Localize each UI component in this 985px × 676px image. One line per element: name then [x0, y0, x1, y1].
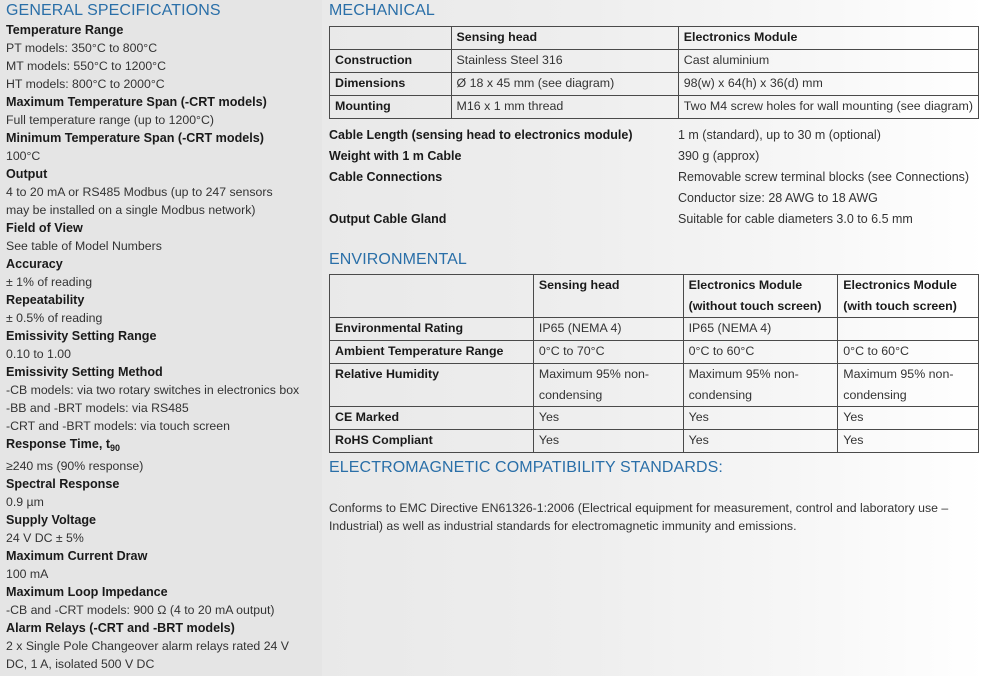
spec-value: 4 to 20 mA or RS485 Modbus (up to 247 sensors — [6, 185, 273, 199]
table-row — [330, 407, 979, 430]
spec-value: PT models: 350°C to 800°C — [6, 41, 158, 55]
table-cell: Maximum 95% non-condensing — [838, 364, 979, 407]
spec-title-text: Alarm Relays (-CRT and -BRT models) — [6, 621, 235, 635]
row-label: CE Marked — [330, 407, 534, 430]
spec-title — [6, 619, 320, 637]
spec-value: 0.9 µm — [6, 495, 44, 509]
mechanical-header-row — [330, 27, 979, 50]
table-row — [330, 341, 979, 364]
spec-title-text: Maximum Current Draw — [6, 549, 148, 563]
spec-title — [6, 21, 320, 39]
spec-title — [6, 291, 320, 309]
environmental-col-header: Electronics Module (with touch screen) — [838, 275, 979, 318]
spec-value: -BB and -BRT models: via RS485 — [6, 401, 189, 415]
general-specifications-heading: GENERAL SPECIFICATIONS — [6, 2, 221, 19]
output-cable-gland-value: Suitable for cable diameters 3.0 to 6.5 mm — [678, 212, 913, 226]
table-cell: Yes — [838, 430, 979, 453]
table-cell — [838, 318, 979, 341]
environmental-col-header: Electronics Module (without touch screen) — [683, 275, 838, 318]
spec-title — [6, 327, 320, 345]
table-cell: Yes — [533, 407, 683, 430]
spec-title — [6, 363, 320, 381]
spec-value: -CB and -CRT models: 900 Ω (4 to 20 mA output) — [6, 603, 275, 617]
table-cell: 0°C to 60°C — [838, 341, 979, 364]
mechanical-col-header: Sensing head — [451, 27, 678, 50]
table-cell: 98(w) x 64(h) x 36(d) mm — [678, 73, 978, 96]
spec-value: 100 mA — [6, 567, 49, 581]
spec-title-text: Output — [6, 167, 48, 181]
table-cell: Yes — [683, 407, 838, 430]
environmental-table — [329, 274, 979, 453]
spec-value: -CB models: via two rotary switches in electronics box — [6, 383, 300, 397]
emc-statement: Conforms to EMC Directive EN61326-1:2006 (Electrical equipment for measurement, control and laboratory use – Industrial) as well as industrial standards for electromagnetic immunity and emissions. — [329, 501, 949, 533]
spec-value: MT models: 550°C to 1200°C — [6, 59, 166, 73]
spec-title-text: Minimum Temperature Span (-CRT models) — [6, 131, 264, 145]
environmental-heading: ENVIRONMENTAL — [329, 251, 467, 268]
table-row — [330, 73, 979, 96]
spec-value: ≥240 ms (90% response) — [6, 459, 144, 473]
spec-title-text: Response Time, t — [6, 437, 111, 451]
spec-value: 100°C — [6, 149, 41, 163]
spec-value: ± 0.5% of reading — [6, 311, 103, 325]
spec-value: 0.10 to 1.00 — [6, 347, 71, 361]
spec-value: DC, 1 A, isolated 500 V DC — [6, 657, 155, 671]
table-cell: Maximum 95% non-condensing — [533, 364, 683, 407]
spec-value: Full temperature range (up to 1200°C) — [6, 113, 214, 127]
row-label: Dimensions — [330, 73, 452, 96]
environmental-col-header: Sensing head — [533, 275, 683, 318]
table-cell: Yes — [683, 430, 838, 453]
spec-title — [6, 93, 320, 111]
emc-heading: ELECTROMAGNETIC COMPATIBILITY STANDARDS: — [329, 459, 723, 476]
table-cell: M16 x 1 mm thread — [451, 96, 678, 119]
table-cell: Cast aluminium — [678, 50, 978, 73]
mechanical-col-header: Electronics Module — [678, 27, 978, 50]
table-cell: Yes — [838, 407, 979, 430]
spec-value: may be installed on a single Modbus network) — [6, 203, 256, 217]
row-label: Construction — [330, 50, 452, 73]
conductor-size-value: Conductor size: 28 AWG to 18 AWG — [678, 191, 878, 205]
mechanical-table — [329, 26, 979, 119]
spec-value: 2 x Single Pole Changeover alarm relays rated 24 V — [6, 639, 289, 653]
cable-length-label: Cable Length (sensing head to electronics module) — [329, 128, 633, 142]
table-row — [330, 430, 979, 453]
table-row — [330, 50, 979, 73]
spec-title — [6, 165, 320, 183]
table-row — [330, 364, 979, 407]
spec-title-text: Field of View — [6, 221, 83, 235]
spec-title-text: Emissivity Setting Method — [6, 365, 163, 379]
mechanical-col-header — [330, 27, 452, 50]
table-cell: Yes — [533, 430, 683, 453]
table-cell: Ø 18 x 45 mm (see diagram) — [451, 73, 678, 96]
general-specifications — [6, 2, 320, 673]
spec-title-text: Accuracy — [6, 257, 63, 271]
spec-title-text: Repeatability — [6, 293, 85, 307]
spec-title — [6, 511, 320, 529]
spec-title — [6, 547, 320, 565]
table-cell: Two M4 screw holes for wall mounting (see diagram) — [678, 96, 978, 119]
row-label: Environmental Rating — [330, 318, 534, 341]
row-label: Relative Humidity — [330, 364, 534, 407]
table-row — [330, 318, 979, 341]
cable-connections-value: Removable screw terminal blocks (see Connections) — [678, 170, 970, 184]
spec-title — [6, 475, 320, 493]
spec-title-text: Spectral Response — [6, 477, 120, 491]
spec-value: HT models: 800°C to 2000°C — [6, 77, 165, 91]
environmental-header-row — [330, 275, 979, 318]
cable-connections-label: Cable Connections — [329, 170, 443, 184]
table-cell: IP65 (NEMA 4) — [683, 318, 838, 341]
table-row — [330, 96, 979, 119]
table-cell: 0°C to 60°C — [683, 341, 838, 364]
row-label: Ambient Temperature Range — [330, 341, 534, 364]
table-cell: Stainless Steel 316 — [451, 50, 678, 73]
spec-title — [6, 255, 320, 273]
spec-title-subscript: 90 — [110, 443, 121, 453]
spec-value: -CRT and -BRT models: via touch screen — [6, 419, 230, 433]
table-cell: 0°C to 70°C — [533, 341, 683, 364]
row-label: RoHS Compliant — [330, 430, 534, 453]
environmental-col-header — [330, 275, 534, 318]
spec-title-text: Maximum Loop Impedance — [6, 585, 168, 599]
general-spec-list — [6, 21, 320, 673]
spec-title — [6, 129, 320, 147]
output-cable-gland-label: Output Cable Gland — [329, 212, 447, 226]
weight-value: 390 g (approx) — [678, 149, 760, 163]
spec-value: 24 V DC ± 5% — [6, 531, 84, 545]
spec-title — [6, 583, 320, 601]
spec-title-text: Emissivity Setting Range — [6, 329, 157, 343]
spec-title-text: Temperature Range — [6, 23, 124, 37]
spec-title — [6, 219, 320, 237]
cable-length-value: 1 m (standard), up to 30 m (optional) — [678, 128, 881, 142]
table-cell: Maximum 95% non-condensing — [683, 364, 838, 407]
spec-title-text: Supply Voltage — [6, 513, 97, 527]
mechanical-heading: MECHANICAL — [329, 2, 435, 19]
spec-title — [6, 435, 320, 457]
spec-title-text: Maximum Temperature Span (-CRT models) — [6, 95, 267, 109]
spec-value: ± 1% of reading — [6, 275, 93, 289]
weight-label: Weight with 1 m Cable — [329, 149, 462, 163]
table-cell: IP65 (NEMA 4) — [533, 318, 683, 341]
spec-value: See table of Model Numbers — [6, 239, 162, 253]
row-label: Mounting — [330, 96, 452, 119]
